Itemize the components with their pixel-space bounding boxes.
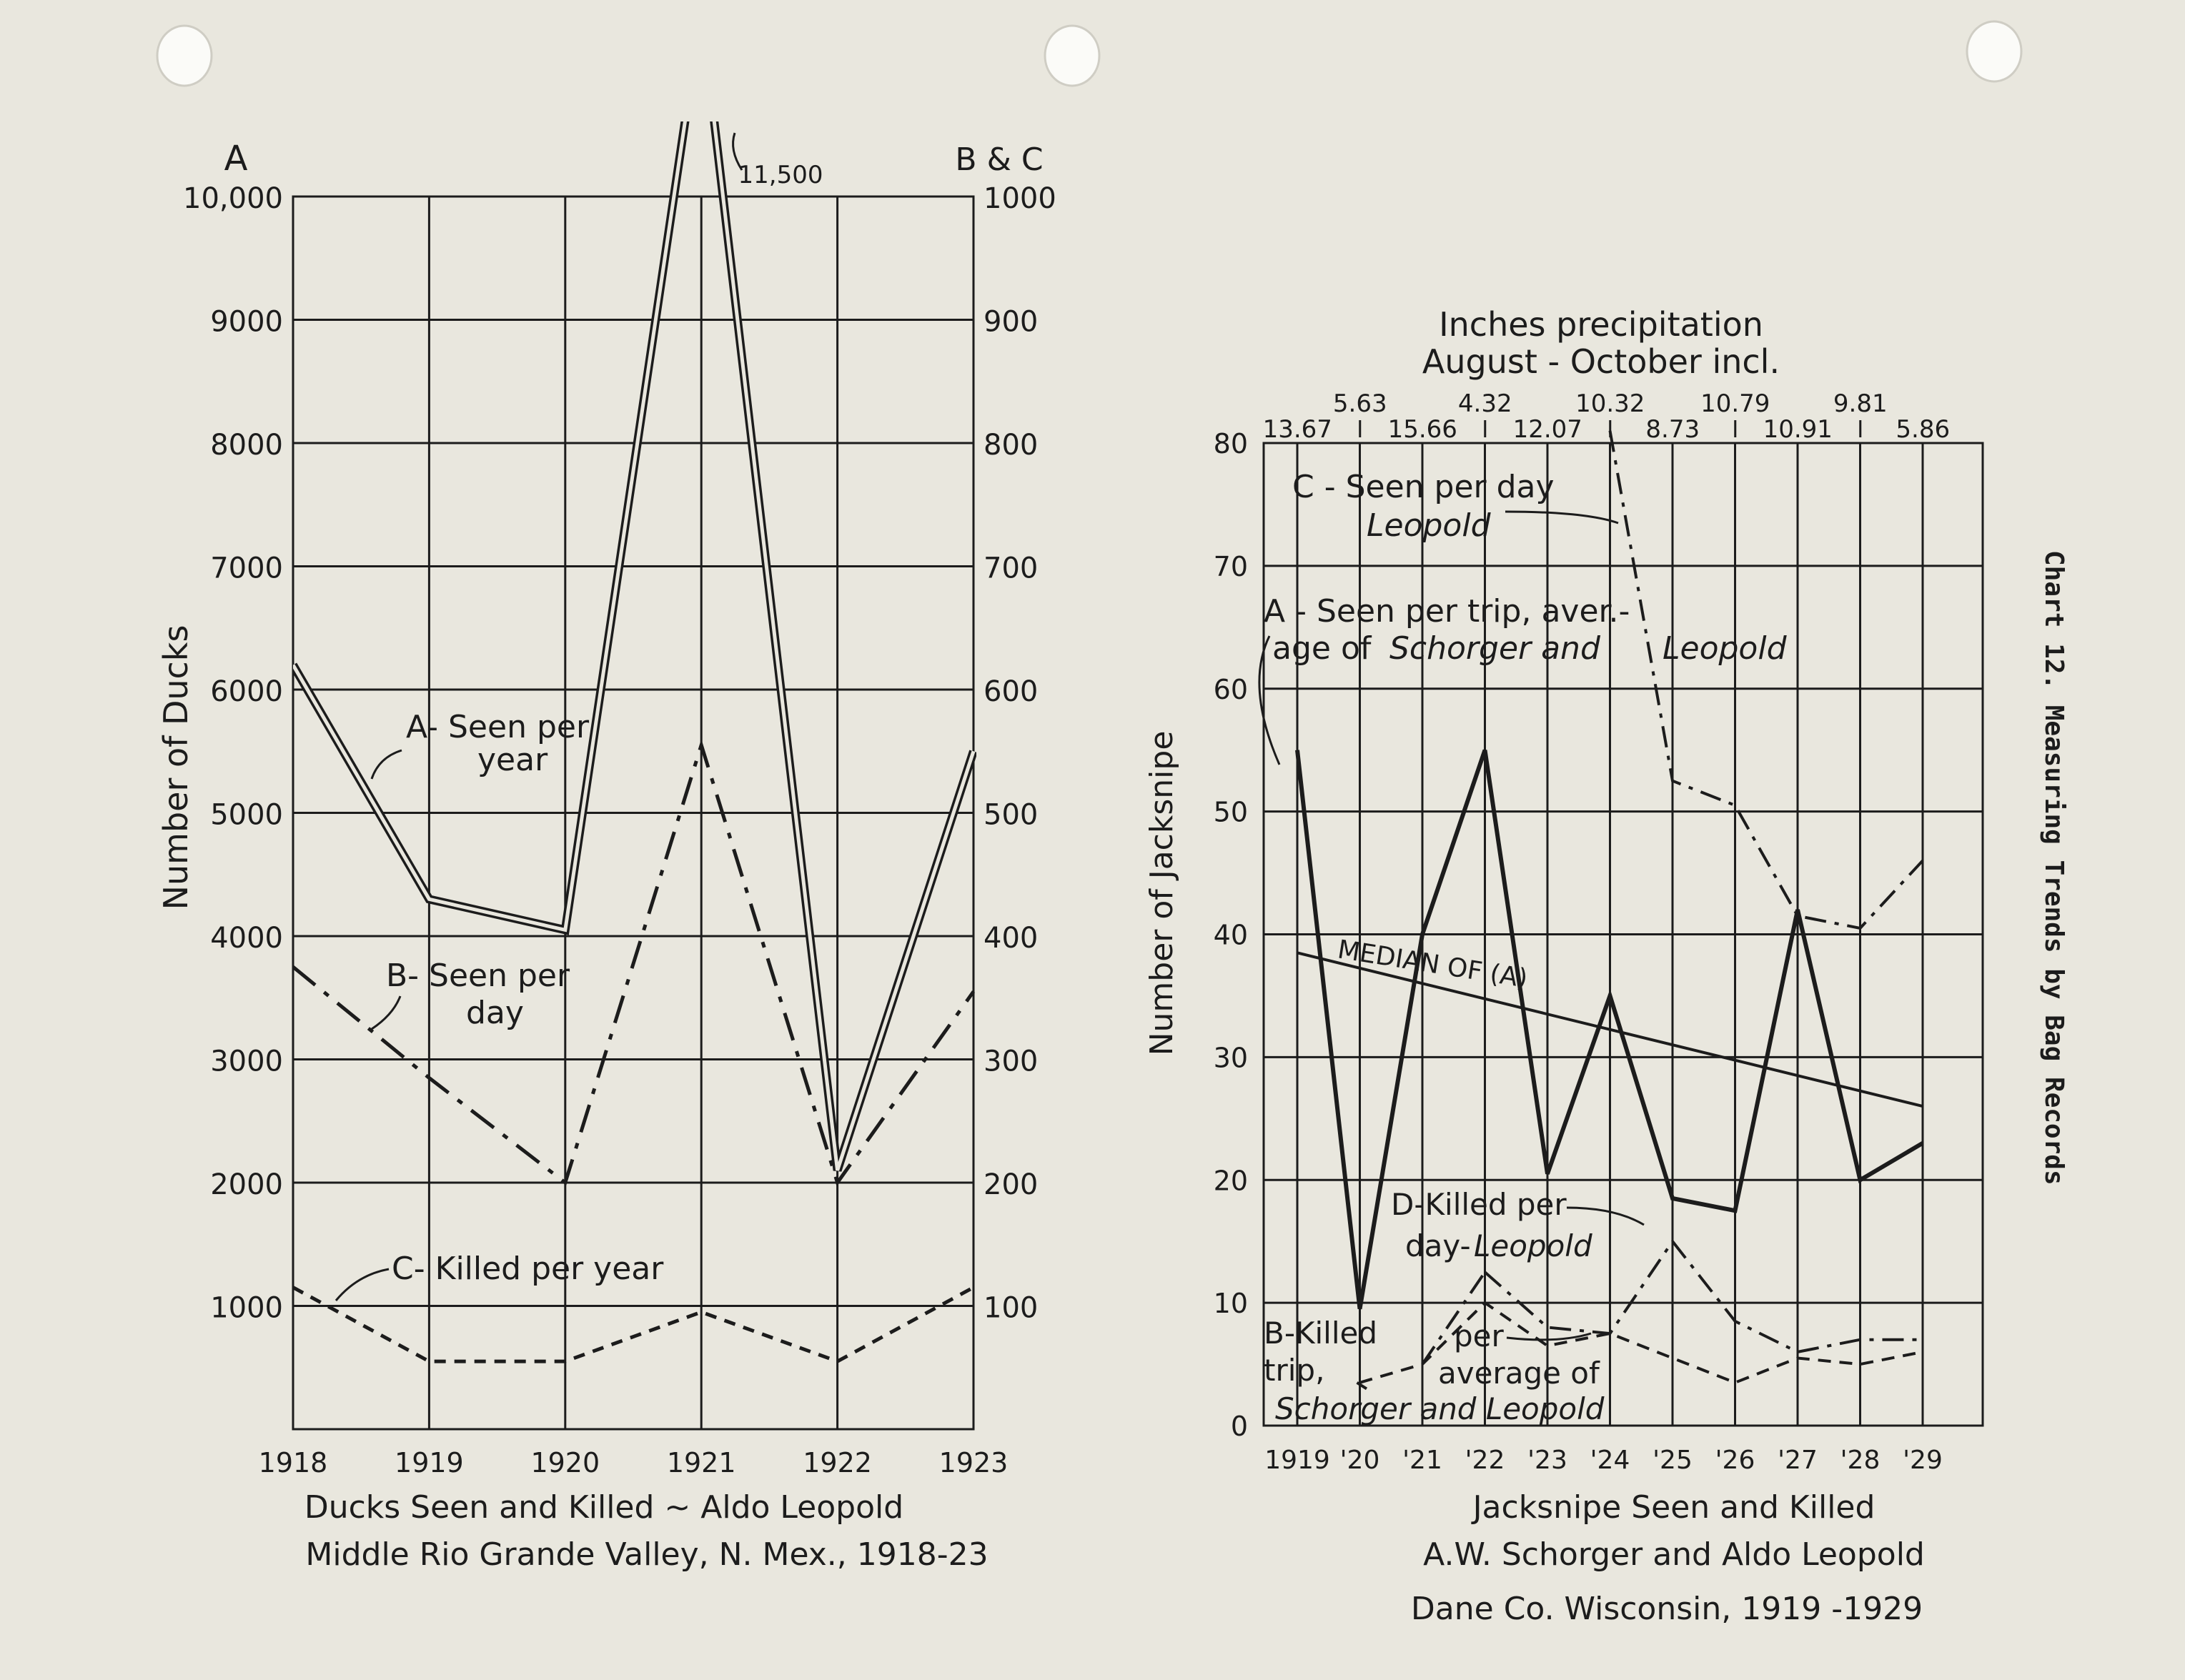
- jacksnipe-y-tick-label: 30: [1213, 1042, 1248, 1074]
- jacksnipe-chart-subtitle-2: Dane Co. Wisconsin, 1919 -1929: [1410, 1591, 1923, 1627]
- jacksnipe-y-tick-label: 70: [1213, 550, 1248, 582]
- punch-hole-icon: [1967, 21, 2021, 81]
- jacksnipe-y-tick-label: 50: [1213, 796, 1248, 828]
- label-b-line1: B- Seen per: [386, 958, 570, 994]
- jacksnipe-y-tick-label: 10: [1213, 1288, 1248, 1320]
- label-d-line2b: Leopold: [1474, 1228, 1592, 1263]
- ducks-left-tick-label: 10,000: [183, 182, 283, 215]
- ducks-x-tick-label: 1918: [258, 1447, 328, 1478]
- jacksnipe-y-tick-label: 40: [1213, 919, 1248, 951]
- jacksnipe-y-tick-label: 0: [1230, 1411, 1248, 1442]
- ducks-right-tick-label: 900: [984, 305, 1039, 339]
- ducks-left-axis-label: A: [224, 139, 248, 179]
- ducks-right-axis-label: B & C: [955, 141, 1044, 178]
- label-a2-line1: A - Seen per trip, aver.-: [1264, 593, 1630, 630]
- punch-hole-icon: [1045, 26, 1099, 86]
- jacksnipe-y-tick-label: 80: [1213, 428, 1248, 459]
- jacksnipe-x-tick-label: '22: [1465, 1446, 1505, 1475]
- ducks-x-tick-label: 1922: [803, 1447, 872, 1478]
- label-a2-line2b: Schorger and: [1389, 630, 1600, 667]
- ducks-left-tick-label: 7000: [210, 552, 283, 585]
- ducks-right-tick-label: 300: [984, 1045, 1039, 1078]
- ducks-x-tick-label: 1920: [530, 1447, 600, 1478]
- side-note: Chart 12. Measuring Trends by Bag Records: [2039, 550, 2068, 1186]
- precipitation-value: 10.79: [1700, 389, 1770, 418]
- ducks-x-tick-label: 1923: [938, 1447, 1009, 1478]
- precipitation-value: 8.73: [1645, 415, 1700, 444]
- precipitation-value: 15.66: [1387, 415, 1457, 444]
- ducks-right-tick-label: 200: [984, 1168, 1039, 1201]
- ducks-x-tick-label: 1919: [395, 1447, 464, 1478]
- label-b2-line1a: B-Killed: [1264, 1316, 1378, 1351]
- jacksnipe-x-tick-label: '24: [1590, 1446, 1630, 1475]
- jacksnipe-x-tick-label: 1919: [1264, 1446, 1330, 1475]
- precip-title-line2: August - October incl.: [1422, 342, 1780, 381]
- ducks-right-tick-label: 400: [984, 922, 1039, 955]
- jacksnipe-x-tick-label: '26: [1715, 1446, 1755, 1475]
- jacksnipe-x-tick-label: '21: [1402, 1446, 1442, 1475]
- jacksnipe-y-axis-title: Number of Jacksnipe: [1144, 730, 1180, 1056]
- jacksnipe-x-tick-label: '25: [1653, 1446, 1693, 1475]
- label-b2-line2b: average of: [1438, 1356, 1600, 1391]
- ducks-right-tick-label: 800: [984, 429, 1039, 462]
- ducks-left-tick-label: 4000: [210, 922, 283, 955]
- ducks-chart-subtitle: Middle Rio Grande Valley, N. Mex., 1918-23: [305, 1536, 989, 1573]
- precipitation-value: 12.07: [1512, 415, 1582, 444]
- label-d-line2a: day-: [1405, 1228, 1471, 1263]
- jacksnipe-y-tick-label: 60: [1213, 673, 1248, 705]
- precipitation-value: 13.67: [1262, 415, 1332, 444]
- precipitation-value: 10.91: [1763, 415, 1833, 444]
- precipitation-value: 4.32: [1457, 389, 1512, 418]
- ducks-right-tick-label: 700: [984, 552, 1039, 585]
- jacksnipe-chart-subtitle-1: A.W. Schorger and Aldo Leopold: [1423, 1536, 1925, 1573]
- label-c2-line1: C - Seen per day: [1292, 469, 1555, 505]
- jacksnipe-x-tick-label: '23: [1527, 1446, 1567, 1475]
- label-b-line2: day: [466, 995, 524, 1031]
- precipitation-value: 10.32: [1575, 389, 1645, 418]
- jacksnipe-x-tick-label: '28: [1840, 1446, 1881, 1475]
- ducks-y-axis-title: Number of Ducks: [157, 625, 195, 910]
- ducks-right-tick-label: 100: [984, 1291, 1039, 1325]
- ducks-right-tick-label: 1000: [984, 182, 1056, 215]
- jacksnipe-y-tick-label: 20: [1213, 1165, 1248, 1197]
- ducks-left-tick-label: 6000: [210, 675, 283, 708]
- jacksnipe-x-tick-label: '29: [1903, 1446, 1943, 1475]
- ducks-left-tick-label: 8000: [210, 429, 283, 462]
- label-c-line1: C- Killed per year: [392, 1251, 664, 1287]
- label-c2-line2: Leopold: [1367, 507, 1491, 544]
- jacksnipe-x-tick-label: '27: [1778, 1446, 1818, 1475]
- ducks-left-tick-label: 5000: [210, 798, 283, 832]
- median-label: MEDIAN OF (A): [1335, 935, 1530, 994]
- label-b2-line2a: trip,: [1264, 1353, 1325, 1388]
- ducks-chart-title: Ducks Seen and Killed ~ Aldo Leopold: [304, 1489, 904, 1526]
- label-a-line1: A- Seen per: [406, 709, 590, 745]
- ducks-right-tick-label: 500: [984, 798, 1039, 832]
- ducks-right-tick-label: 600: [984, 675, 1039, 708]
- label-d-line1: D-Killed per: [1391, 1187, 1567, 1222]
- label-b2-line3: Schorger and Leopold: [1275, 1391, 1605, 1426]
- ducks-left-tick-label: 1000: [210, 1291, 283, 1325]
- ducks-left-tick-label: 9000: [210, 305, 283, 339]
- ducks-left-tick-label: 3000: [210, 1045, 283, 1078]
- precipitation-value: 9.81: [1833, 389, 1888, 418]
- precipitation-value: 5.86: [1896, 415, 1951, 444]
- ducks-peak-annotation: 11,500: [738, 161, 823, 189]
- jacksnipe-x-tick-label: '20: [1339, 1446, 1380, 1475]
- punch-hole-icon: [157, 26, 212, 86]
- label-b2-line1b: per: [1454, 1318, 1504, 1353]
- jacksnipe-chart-title: Jacksnipe Seen and Killed: [1472, 1489, 1876, 1526]
- label-a-line2: year: [477, 742, 548, 778]
- label-a2-line2c: Leopold: [1663, 630, 1787, 667]
- label-a2-line2a: age of: [1272, 630, 1372, 667]
- precip-title-line1: Inches precipitation: [1439, 305, 1763, 344]
- ducks-x-tick-label: 1921: [666, 1447, 736, 1478]
- ducks-left-tick-label: 2000: [210, 1168, 283, 1201]
- precipitation-value: 5.63: [1332, 389, 1387, 418]
